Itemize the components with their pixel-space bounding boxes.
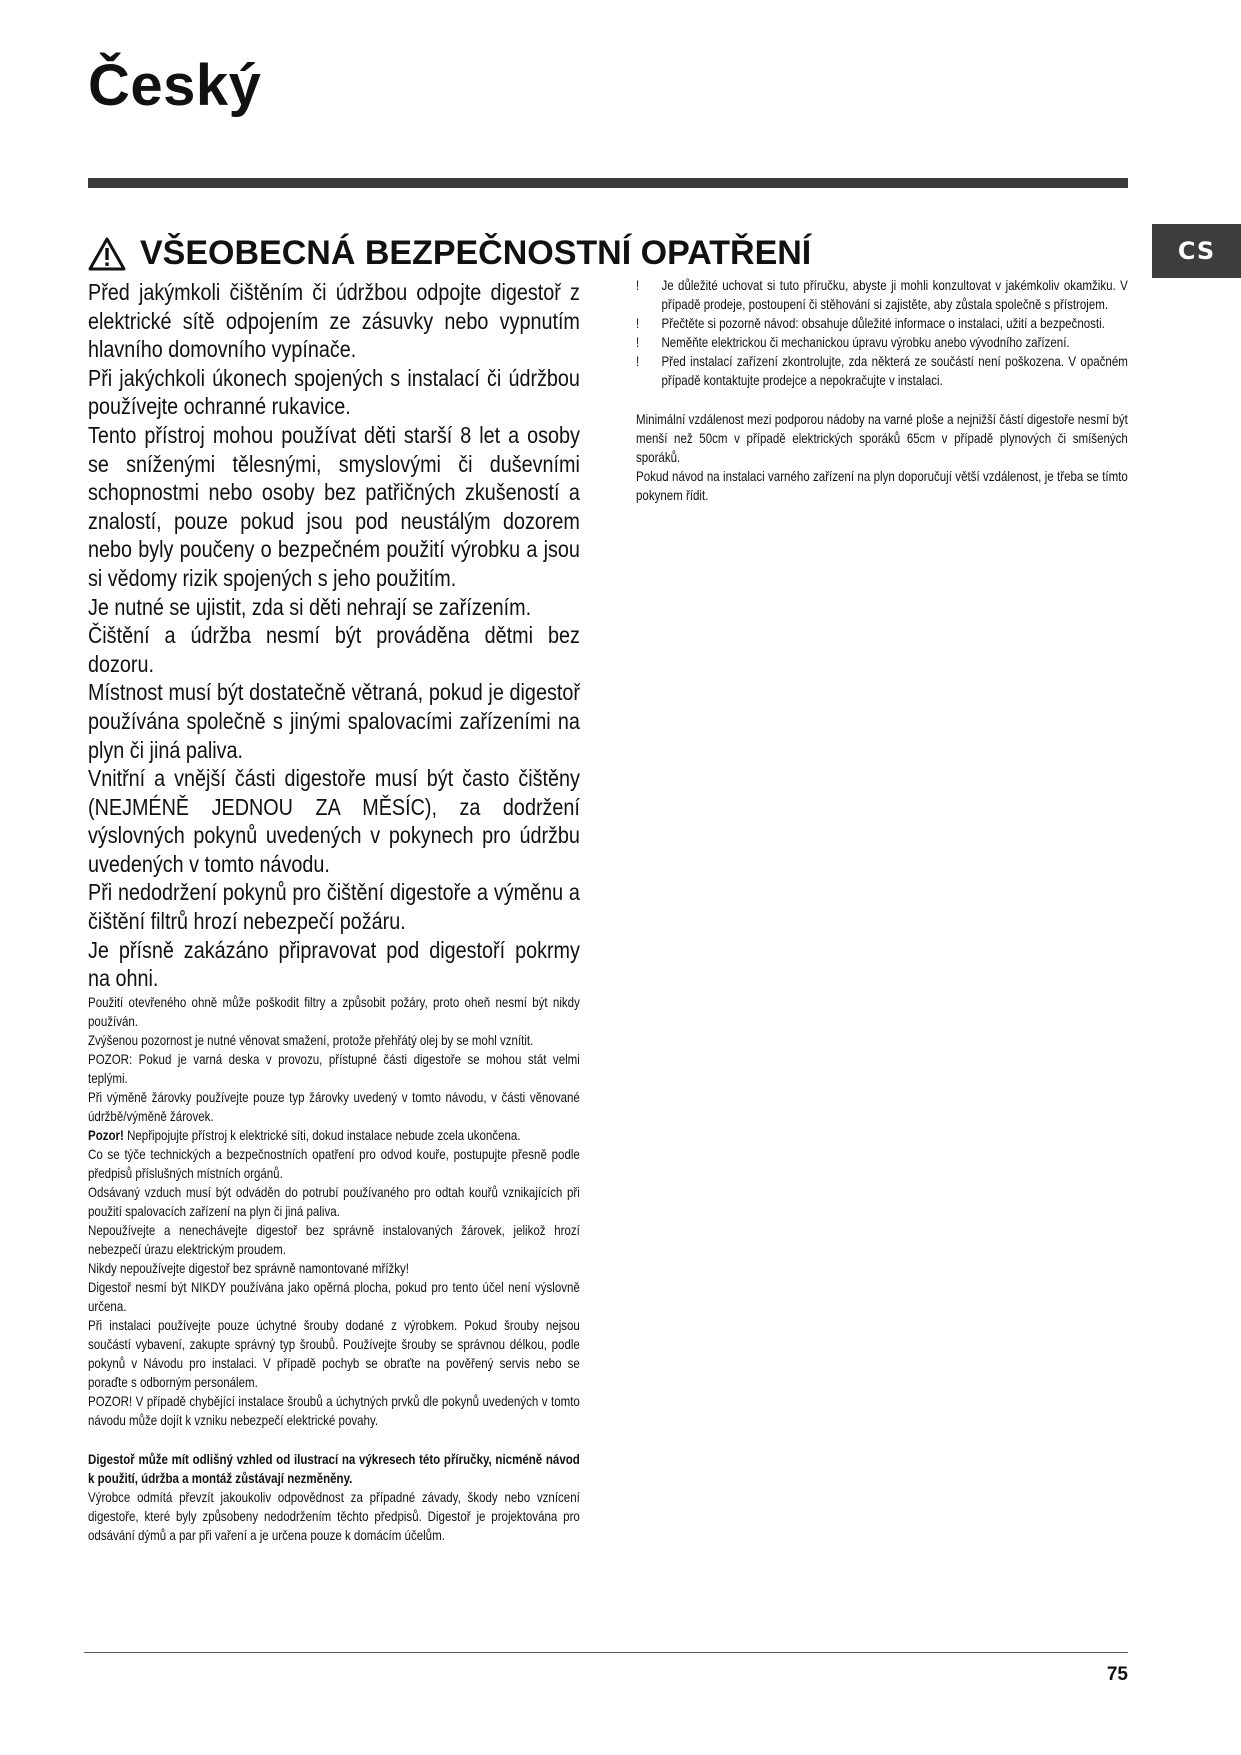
bold-notice-text: Digestoř může mít odlišný vzhled od ilustrací na výkresech této příručky, nicméně návod k použití, údržba a montáž zůstávají nezměněny. [88, 1451, 580, 1486]
note-item [636, 314, 1128, 333]
bold-notice [88, 1450, 580, 1488]
large-paragraph: Je přísně zakázáno připravovat pod digestoří pokrmy na ohni. [88, 936, 580, 992]
large-paragraph: Je nutné se ujistit, zda si děti nehrají se zařízením. [88, 593, 532, 620]
small-paragraph: Nepoužívejte a nenechávejte digestoř bez správně instalovaných žárovek, jelikož hrozí nebezpečí úrazu elektrickým proudem. [88, 1222, 580, 1257]
note-item [636, 276, 1128, 314]
distance-paragraph: Minimální vzdálenost mezi podporou nádoby na varné ploše a nejnižší částí digestoře nesmí být menší než 50cm v případě elektrických sporáků 65cm v případě plynových či smíšených sporáků. [636, 412, 1128, 465]
large-paragraph: Před jakýmkoli čištěním či údržbou odpojte digestoř z elektrické sítě odpojením ze zásuvky nebo vypnutím hlavního domovního vypínače. [88, 279, 580, 363]
bottom-divider [84, 1652, 1128, 1653]
small-paragraph: Použití otevřeného ohně může poškodit filtry a způsobit požáry, proto oheň nesmí být nikdy používán. [88, 994, 580, 1029]
exclamation-marker: ! [636, 316, 640, 331]
pozor-label: Pozor! [88, 1127, 124, 1143]
note-text: Je důležité uchovat si tuto příručku, abyste ji mohli konzultovat v jakémkoliv okamžiku. V případě prodeje, postoupení či stěhování si zajistěte, aby zůstala společně s přístrojem. [661, 278, 1128, 312]
small-paragraph: Nikdy nepoužívejte digestoř bez správně namontované mřížky! [88, 1260, 410, 1276]
pozor-text: Nepřipojujte přístroj k elektrické síti, dokud instalace nebude zcela ukončena. [123, 1127, 521, 1143]
final-paragraph: Výrobce odmítá převzít jakoukoliv odpovědnost za případné závady, škody nebo vznícení digestoře, které byly způsobeny nedodržením těchto předpisů. Digestoř je projektována pro odsávání dýmů a par při vaření a je určena pouze k domácím účelům. [88, 1489, 580, 1543]
exclamation-marker: ! [636, 354, 640, 369]
language-tab: CS [1152, 224, 1241, 278]
note-text: Před instalací zařízení zkontrolujte, zda některá ze součástí není poškozena. V opačném případě kontaktujte prodejce a nepokračujte v instalaci. [661, 354, 1128, 388]
left-column [88, 278, 580, 1545]
note-item [636, 352, 1128, 390]
warning-triangle-icon [88, 237, 126, 271]
note-item [636, 333, 1128, 352]
gas-paragraph: Pokud návod na instalaci varného zařízení na plyn doporučují větší vzdálenost, je třeba se tímto pokynem řídit. [636, 469, 1128, 503]
small-paragraph: Při instalaci používejte pouze úchytné šrouby dodané z výrobkem. Pokud šrouby nejsou součástí vybavení, zakupte správný typ šroubů. Používejte šrouby se správnou délkou, podle pokynů v Návodu pro instalaci. V případě pochyb se obraťte na pověřený servis nebo se poraďte s odborným personálem. [88, 1317, 580, 1390]
section-heading [88, 234, 811, 273]
small-paragraph: Odsávaný vzduch musí být odváděn do potrubí používaného pro odtah kouřů vznikajících při použití spalovacích zařízení na plyn či jiná paliva. [88, 1184, 580, 1219]
large-paragraph: Vnitřní a vnější části digestoře musí být často čištěny (NEJMÉNĚ JEDNOU ZA MĚSÍC), za dodržení výslovných pokynů uvedených v pokynech pro údržbu uvedených v tomto návodu. [88, 765, 580, 877]
large-paragraph: Čištění a údržba nesmí být prováděna dětmi bez dozoru. [88, 622, 580, 677]
top-divider [88, 178, 1128, 188]
paragraph-gap [636, 390, 1128, 410]
small-text-block [88, 993, 580, 1545]
small-paragraph: Digestoř nesmí být NIKDY používána jako opěrná plocha, pokud pro tento účel není výslovně určena. [88, 1279, 580, 1314]
small-paragraph: Co se týče technických a bezpečnostních opatření pro odvod kouře, postupujte přesně podle předpisů příslušných místních orgánů. [88, 1146, 580, 1181]
pozor-paragraph [88, 1126, 580, 1145]
small-paragraph: Při výměně žárovky používejte pouze typ žárovky uvedený v tomto návodu, v části věnované údržbě/výměně žárovek. [88, 1089, 580, 1124]
exclamation-marker: ! [636, 278, 640, 293]
small-paragraph: POZOR: Pokud je varná deska v provozu, přístupné části digestoře se mohou stát velmi teplými. [88, 1051, 580, 1086]
large-paragraph: Při nedodržení pokynů pro čištění digestoře a výměnu a čištění filtrů hrozí nebezpečí požáru. [88, 879, 580, 935]
large-paragraph: Místnost musí být dostatečně větraná, pokud je digestoř používána společně s jinými spalovacími zařízeními na plyn či jiná paliva. [88, 679, 580, 763]
paragraph-gap [88, 1430, 580, 1450]
page-language-title: Český [88, 53, 262, 118]
small-paragraph: Zvýšenou pozornost je nutné věnovat smažení, protože přehřátý olej by se mohl vznítit. [88, 1032, 534, 1048]
right-column [636, 276, 1128, 505]
large-paragraph: Tento přístroj mohou používat děti starší 8 let a osoby se sníženými tělesnými, smyslovými či duševními schopnostmi nebo osoby bez patřičných zkušeností a znalostí, pouze pokud jsou pod neustálým dozorem nebo byly poučeny o bezpečném použití výrobku a jsou si vědomy rizik spojených s jeho použitím. [88, 421, 580, 591]
large-paragraph: Při jakýchkoli úkonech spojených s instalací či údržbou používejte ochranné rukavice. [88, 364, 580, 420]
small-paragraph: POZOR! V případě chybějící instalace šroubů a úchytných prvků dle pokynů uvedených v tomto návodu může dojít k vzniku nebezpečí elektrické povahy. [88, 1393, 580, 1428]
note-text: Přečtěte si pozorně návod: obsahuje důležité informace o instalaci, užití a bezpečnosti. [661, 316, 1105, 331]
exclamation-marker: ! [636, 335, 640, 350]
section-heading-text: VŠEOBECNÁ BEZPEČNOSTNÍ OPATŘENÍ [140, 234, 812, 272]
note-text: Neměňte elektrickou či mechanickou úpravu výrobku anebo vývodního zařízení. [661, 335, 1070, 350]
page-number: 75 [1106, 1664, 1128, 1685]
